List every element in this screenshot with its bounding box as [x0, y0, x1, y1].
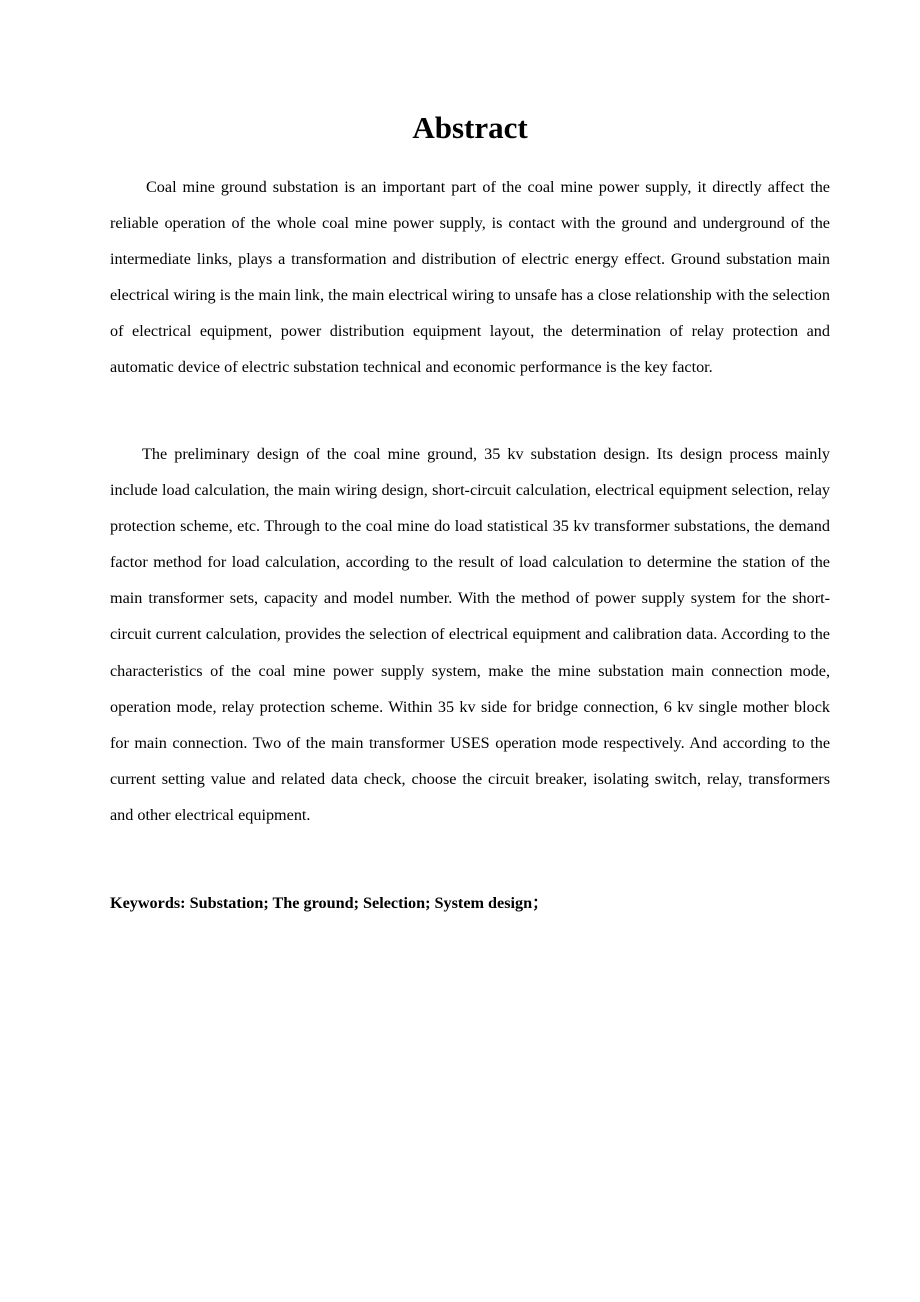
abstract-paragraph-2: The preliminary design of the coal mine ground, 35 kv substation design. Its design process mainly include load calculation, the main wiring design, short-circuit calculation, electrical equipment selection, relay protection scheme, etc. Through to the coal mine do load statistical 35 kv transformer substations, the demand factor method for load calculation, according to the result of load calculation to determine the station of the main transformer sets, capacity and model number. With the method of power supply system for the short-circuit current calculation, provides the selection of electrical equipment and calibration data. According to the characteristics of the coal mine power supply system, make the mine substation main connection mode, operation mode, relay protection scheme. Within 35 kv side for bridge connection, 6 kv single mother block for main connection. Two of the main transformer USES operation mode respectively. And according to the current setting value and related data check, choose the circuit breaker, isolating switch, relay, transformers and other electrical equipment.	[110, 445, 830, 824]
keywords-line: Keywords: Substation; The ground; Selection; System design；	[110, 894, 549, 912]
abstract-paragraph-1: Coal mine ground substation is an important part of the coal mine power supply, it directly affect the reliable operation of the whole coal mine power supply, is contact with the ground and underground of the intermediate links, plays a transformation and distribution of electric energy effect. Ground substation main electrical wiring is the main link, the main electrical wiring to unsafe has a close relationship with the selection of electrical equipment, power distribution equipment layout, the determination of relay protection and automatic device of electric substation technical and economic performance is the key factor.	[110, 178, 830, 377]
page-title: Abstract	[412, 110, 528, 145]
